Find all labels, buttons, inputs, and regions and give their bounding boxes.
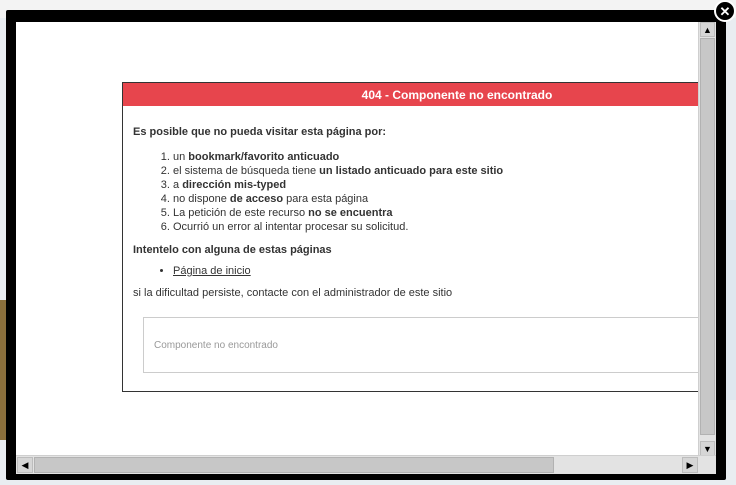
reason-item: 1. un bookmark/favorito anticuado <box>173 150 711 164</box>
horizontal-scrollbar[interactable] <box>16 455 716 474</box>
scroll-left-icon[interactable]: ◀ <box>17 457 33 473</box>
suggested-page-item <box>173 265 711 277</box>
reason-item: 3. a dirección mis-typed <box>173 178 711 192</box>
try-pages-title: Intentelo con alguna de estas páginas <box>133 244 332 256</box>
reason-item: 4. no dispone de acceso para esta página <box>173 192 711 206</box>
reasons-list <box>133 150 711 234</box>
error-title: 404 - Componente no encontrado <box>123 83 716 106</box>
persist-note: si la dificultad persiste, contacte con el administrador de este sitio <box>133 287 453 299</box>
home-page-link[interactable]: Página de inicio <box>173 265 251 277</box>
vertical-scroll-thumb[interactable] <box>700 38 715 435</box>
error-intro: Es posible que no pueda visitar esta página por: <box>133 126 387 138</box>
close-icon[interactable]: ✕ <box>714 0 736 22</box>
error-body <box>123 126 716 299</box>
scrollbar-corner <box>699 456 716 474</box>
reason-item: 6. Ocurrió un error al intentar procesar su solicitud. <box>173 220 711 234</box>
horizontal-scroll-thumb[interactable] <box>34 457 554 473</box>
scroll-right-icon[interactable]: ▶ <box>682 457 698 473</box>
scroll-down-icon[interactable]: ▼ <box>700 441 715 456</box>
reason-item: 2. el sistema de búsqueda tiene un listado anticuado para este sitio <box>173 164 711 178</box>
vertical-scrollbar[interactable] <box>698 22 716 456</box>
scroll-up-icon[interactable]: ▲ <box>700 22 715 37</box>
lightbox-dialog <box>16 22 716 474</box>
error-message-box: Componente no encontrado <box>143 317 713 373</box>
reason-item: 5. La petición de este recurso no se encuentra <box>173 206 711 220</box>
error-box <box>122 82 716 392</box>
suggested-pages <box>133 265 711 277</box>
